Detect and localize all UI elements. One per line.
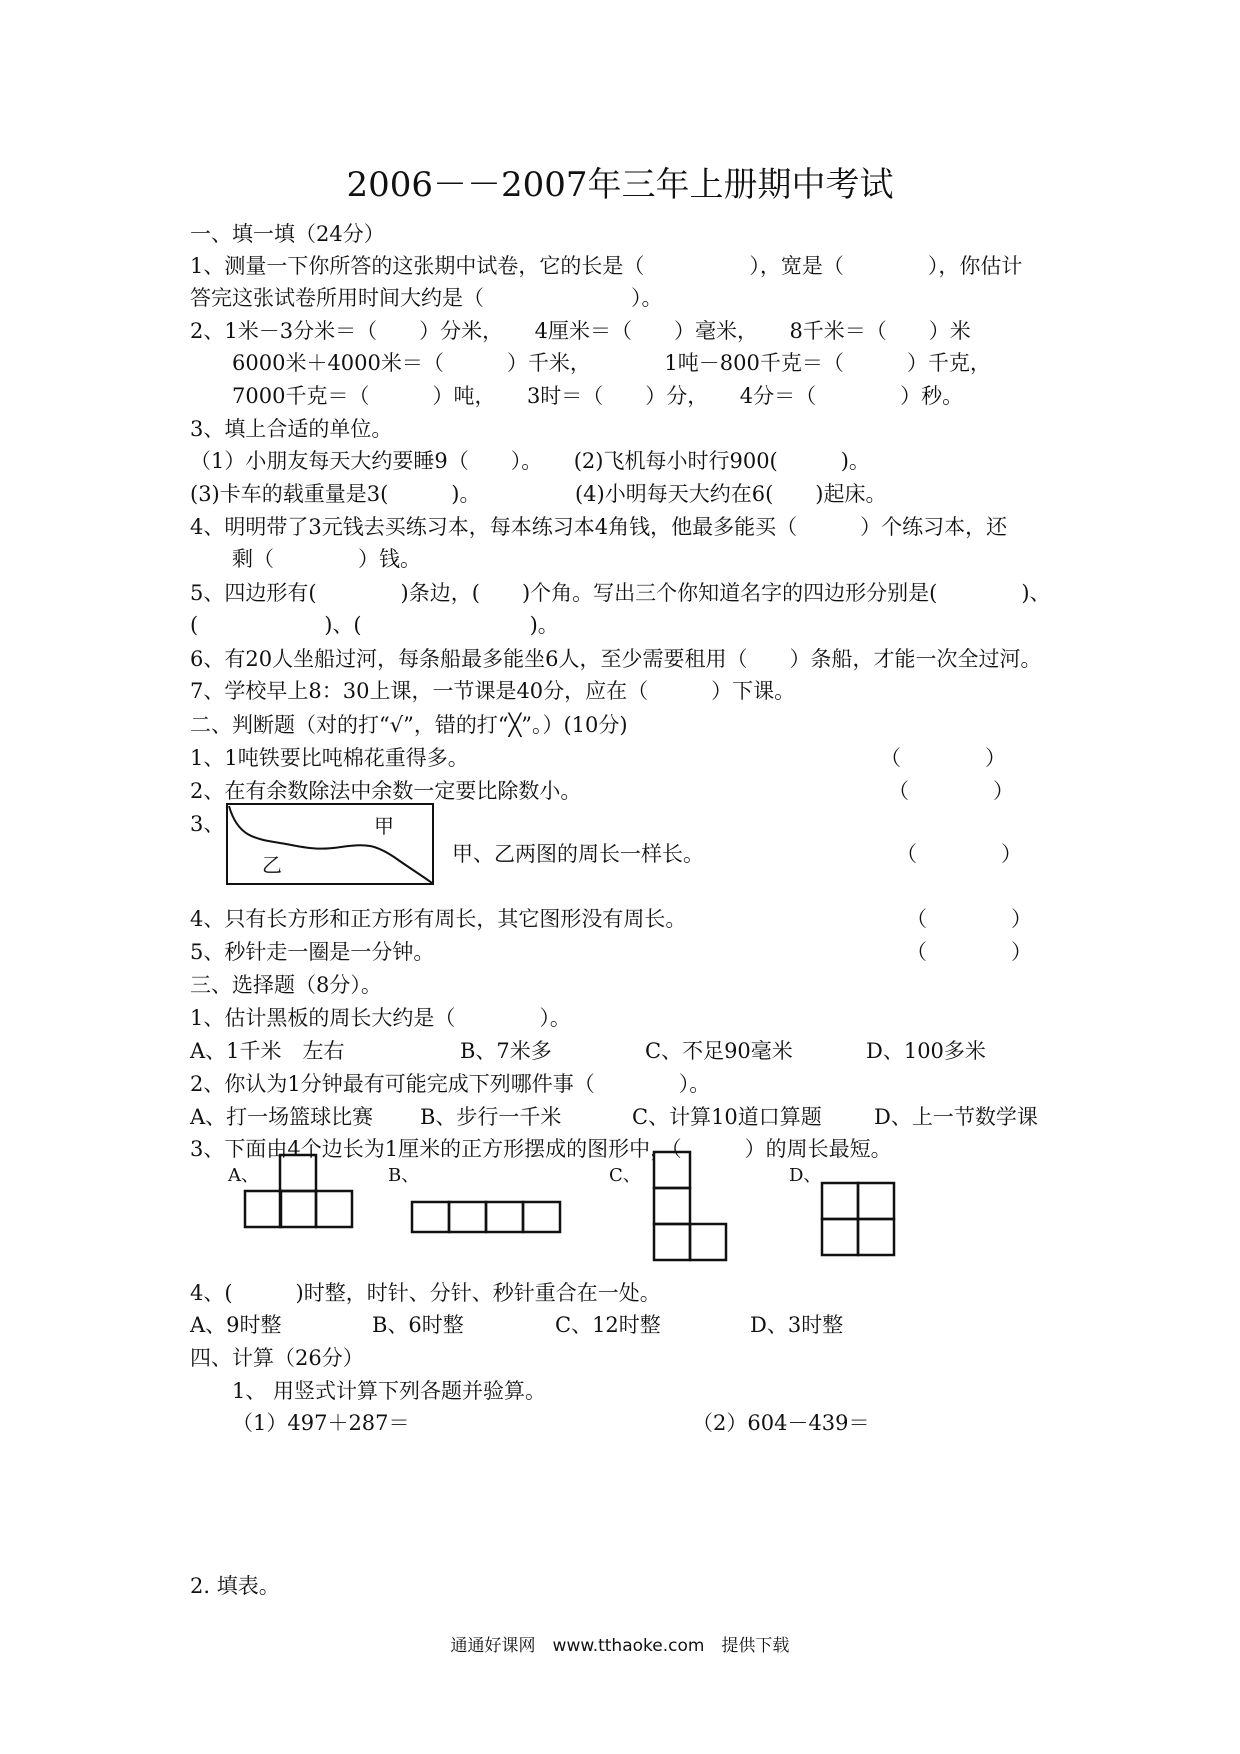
s3-q2-option-a: A、打一场篮球比赛 (190, 1105, 374, 1129)
label-jia: 甲 (374, 814, 394, 838)
section-3-heading: 三、选择题（8分）。 (190, 973, 382, 997)
s1-q1-line1: 1、测量一下你所答的这张期中试卷，它的长是（ ），宽是（ ），你估计 (190, 254, 1023, 278)
s1-q3-a: （1）小朋友每天大约要睡9（ ）。 (2)飞机每小时行900( )。 (190, 449, 870, 473)
figure-c (652, 1150, 734, 1268)
figure-d-label: D、 (789, 1165, 822, 1186)
s2-q4-answer-bracket: （ ） (906, 907, 1032, 931)
s1-q2-line1: 2、1米－3分米＝（ ）分米， 4厘米＝（ ）毫米， 8千米＝（ ）米 (190, 319, 971, 343)
s2-q2: 2、在有余数除法中余数一定要比除数小。 (190, 779, 582, 803)
s2-q5-answer-bracket: （ ） (906, 940, 1032, 964)
section-4-heading: 四、计算（26分） (190, 1346, 364, 1370)
s2-q1: 1、1吨铁要比吨棉花重得多。 (190, 746, 469, 770)
s1-q7: 7、学校早上8：30上课，一节课是40分，应在（ ）下课。 (190, 679, 796, 703)
s3-q1-option-c: C、不足90毫米 (645, 1039, 793, 1063)
section-1-heading: 一、填一填（24分） (190, 222, 385, 246)
s3-q4-option-b: B、6时整 (372, 1313, 464, 1337)
s1-q4-line1: 4、明明带了3元钱去买练习本，每本练习本4角钱，他最多能买（ ）个练习本，还 (190, 515, 1008, 539)
page-footer: 通通好课网 www.tthaoke.com 提供下载 (450, 1636, 790, 1656)
s1-q2-line3: 7000千克＝（ ）吨， 3时＝（ ）分， 4分＝（ ）秒。 (232, 384, 964, 408)
s4-q2: 2. 填表。 (190, 1574, 280, 1598)
s1-q6: 6、有20人坐船过河，每条船最多能坐6人，至少需要租用（ ）条船，才能一次全过河。 (190, 647, 1042, 671)
page-title: 2006－－2007年三年上册期中考试 (346, 165, 894, 205)
figure-c-label: C、 (609, 1165, 641, 1186)
s3-q2-option-b: B、步行一千米 (420, 1105, 562, 1129)
dividing-curve (229, 806, 432, 883)
s1-q4-line2: 剩（ ）钱。 (232, 547, 421, 571)
s2-q4: 4、只有长方形和正方形有周长，其它图形没有周长。 (190, 907, 687, 931)
s1-q5-line2: ( )、( )。 (190, 613, 559, 637)
s1-q2-line2: 6000米＋4000米＝（ ）千米， 1吨－800千克＝（ ）千克， (232, 351, 991, 375)
s3-q1-option-b: B、7米多 (460, 1039, 552, 1063)
perimeter-figure (226, 803, 436, 887)
figure-b-label: B、 (388, 1165, 420, 1186)
s2-q3-answer-bracket: （ ） (896, 842, 1022, 866)
s3-q4-option-a: A、9时整 (190, 1313, 282, 1337)
figure-a (243, 1153, 359, 1233)
s3-q4-option-d: D、3时整 (750, 1313, 844, 1337)
s4-q1: 1、 用竖式计算下列各题并验算。 (232, 1379, 547, 1403)
s3-q1-option-d: D、100多米 (866, 1039, 986, 1063)
s2-q3-text: 甲、乙两图的周长一样长。 (452, 842, 704, 866)
s3-q2: 2、你认为1分钟最有可能完成下列哪件事（ ）。 (190, 1072, 711, 1096)
s3-q3: 3、下面由4个边长为1厘米的正方形摆成的图形中，（ ）的周长最短。 (190, 1137, 892, 1161)
s3-q2-option-d: D、上一节数学课 (874, 1105, 1038, 1129)
s3-q2-option-c: C、计算10道口算题 (632, 1105, 822, 1129)
s1-q3-b: (3)卡车的载重量是3( )。 (4)小明每天大约在6( )起床。 (190, 482, 887, 506)
figure-b (410, 1200, 566, 1242)
s1-q3: 3、填上合适的单位。 (190, 417, 393, 441)
figure-d (820, 1181, 902, 1263)
s3-q1: 1、估计黑板的周长大约是（ ）。 (190, 1006, 571, 1030)
figure-frame (227, 804, 433, 884)
label-yi: 乙 (262, 853, 282, 877)
s3-q1-option-a: A、1千米 左右 (190, 1039, 345, 1063)
s4-q1-a: （1）497＋287＝ (232, 1411, 410, 1435)
s1-q1-line2: 答完这张试卷所用时间大约是（ ）。 (190, 286, 663, 310)
s2-q3-number: 3、 (190, 812, 225, 836)
figure-a-label: A、 (228, 1165, 259, 1186)
s3-q4-option-c: C、12时整 (555, 1313, 661, 1337)
section-2-heading: 二、判断题（对的打“√”，错的打“╳”。）(10分) (190, 713, 628, 737)
s1-q5-line1: 5、四边形有( )条边，( )个角。写出三个你知道名字的四边形分别是( )、 (190, 581, 1051, 605)
s2-q2-answer-bracket: （ ） (888, 779, 1014, 803)
s3-q4: 4、( )时整，时针、分针、秒针重合在一处。 (190, 1281, 661, 1305)
s4-q1-b: （2）604－439＝ (692, 1411, 870, 1435)
s2-q1-answer-bracket: （ ） (880, 746, 1006, 770)
s2-q5: 5、秒针走一圈是一分钟。 (190, 940, 435, 964)
